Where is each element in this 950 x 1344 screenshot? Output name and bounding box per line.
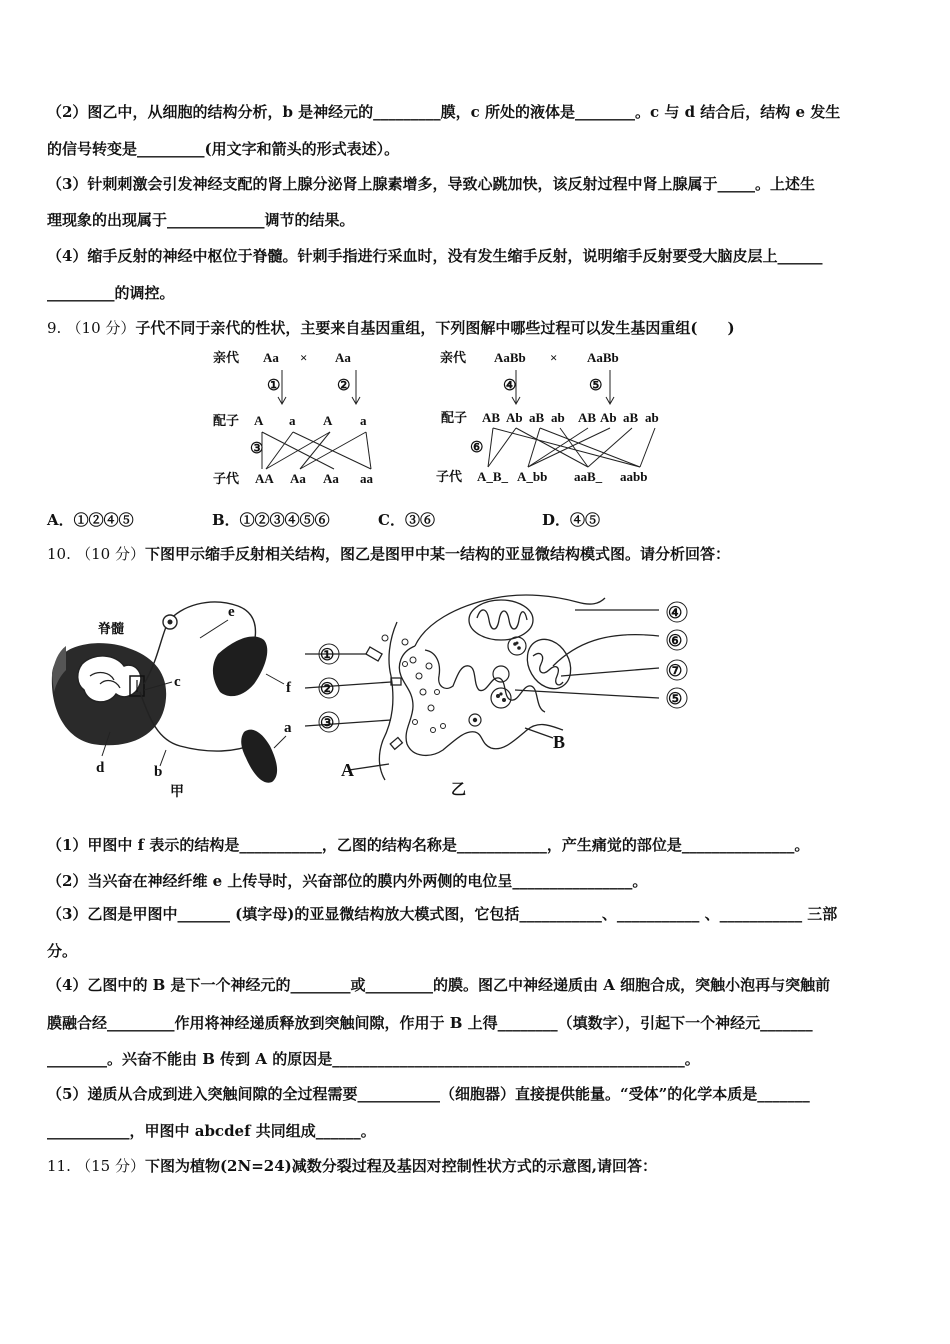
q8-part3-line1: （3）针刺刺激会引发神经支配的肾上腺分泌肾上腺素增多，导致心跳加快，该反射过程中肾上腺属于_____。上述生: [47, 175, 815, 193]
label-7: ⑦: [668, 663, 683, 680]
caption-jia: 甲: [170, 785, 184, 800]
q10-part4-line3: ________。兴奋不能由 B 传到 A 的原因是_______________________________________________。: [47, 1050, 700, 1068]
step-6: ⑥: [470, 440, 484, 456]
left-parent-label: 亲代: [213, 350, 240, 365]
q10-part5-line2: ___________，甲图中 abcdef 共同组成______。: [47, 1122, 376, 1140]
right-gamete: ab: [551, 410, 565, 425]
right-gamete: aB: [623, 410, 639, 425]
postsynaptic-membrane-b: [379, 622, 397, 780]
label-b: b: [154, 764, 163, 780]
mitochondrion-1: [469, 600, 533, 640]
label-2: ②: [320, 681, 335, 698]
label-f: f: [286, 680, 291, 696]
label-5: ⑤: [668, 691, 683, 708]
right-parent1: AaBb: [494, 350, 526, 365]
q11-stem-text: 下图为植物(2N=24)减数分裂过程及基因对控制性状方式的示意图,请回答：: [144, 1157, 657, 1175]
figure-yi-synapse: [305, 580, 705, 810]
step-3: ③: [250, 441, 264, 457]
step-4: ④: [503, 378, 517, 394]
right-gamete-label: 配子: [441, 410, 468, 425]
q11-score: （15 分）: [76, 1157, 145, 1175]
q9-option-b[interactable]: B．①②③④⑤⑥: [212, 511, 330, 529]
q9-option-d[interactable]: D．④⑤: [542, 511, 601, 529]
right-gamete: ab: [645, 410, 659, 425]
label-spinal-cord: 脊髓: [98, 621, 125, 636]
left-gamete-label: 配子: [213, 413, 240, 428]
receptor-a: [241, 730, 277, 783]
label-c: c: [174, 674, 181, 690]
q10-number: 10.: [47, 545, 71, 563]
left-cross: ×: [300, 350, 308, 365]
q10-part2: （2）当兴奋在神经纤维 e 上传导时，兴奋部位的膜内外两侧的电位呈________________。: [47, 872, 648, 890]
q10-part4-line2: 膜融合经_________作用将神经递质释放到突触间隙，作用于 B 上得________（填数字），引起下一个神经元_______: [47, 1014, 813, 1032]
q9-stem: [47, 317, 735, 339]
right-offspring: A_B_: [477, 469, 509, 484]
q10-stem-text: 下图甲示缩手反射相关结构，图乙是图甲中某一结构的亚显微结构模式图。请分析回答：: [144, 545, 730, 563]
right-offspring: aaB_: [574, 469, 603, 484]
label-6: ⑥: [668, 633, 683, 650]
q10-part4-line1: （4）乙图中的 B 是下一个神经元的________或_________的膜。图乙中神经递质由 A 细胞合成，突触小泡再与突触前: [47, 976, 831, 994]
left-gamete: a: [289, 413, 296, 428]
step-1: ①: [267, 378, 281, 394]
q10-score: （10 分）: [76, 545, 145, 563]
left-offspring-label: 子代: [213, 471, 240, 486]
caption-yi: 乙: [451, 782, 467, 798]
q10-part3-line1: （3）乙图是甲图中_______ (填字母)的亚显微结构放大模式图，它包括___________、___________ 、___________ 三部: [47, 905, 838, 923]
left-offspring: Aa: [323, 471, 339, 486]
left-offspring: aa: [360, 471, 373, 486]
right-parent-label: 亲代: [440, 350, 467, 365]
right-offspring: A_bb: [517, 469, 548, 484]
left-offspring: Aa: [290, 471, 306, 486]
right-gamete: aB: [529, 410, 545, 425]
q9-number: 9.: [47, 319, 62, 337]
q9-stem-text: 子代不同于亲代的性状，主要来自基因重组，下列图解中哪些过程可以发生基因重组( ): [135, 319, 735, 337]
left-gamete: a: [360, 413, 367, 428]
label-B: B: [553, 732, 566, 752]
label-1: ①: [320, 647, 335, 664]
left-parent1: Aa: [263, 350, 279, 365]
left-gamete: A: [323, 413, 333, 428]
q10-stem: [47, 543, 730, 565]
right-gamete: Ab: [506, 410, 523, 425]
q9-genetic-diagram: [0, 345, 950, 495]
q8-part4-line1: （4）缩手反射的神经中枢位于脊髓。针刺手指进行采血时，没有发生缩手反射，说明缩手反射要受大脑皮层上______: [47, 247, 823, 265]
q9-score: （10 分）: [66, 319, 136, 337]
q11-number: 11.: [47, 1157, 71, 1175]
right-gamete: Ab: [600, 410, 617, 425]
right-offspring: aabb: [620, 469, 648, 484]
right-gamete: AB: [578, 410, 597, 425]
q8-part2-line2: 的信号转变是_________(用文字和箭头的形式表述）。: [47, 140, 400, 158]
figure-jia-reflex-arc: [40, 580, 340, 810]
q9-option-a[interactable]: A．①②④⑤: [47, 511, 134, 529]
step-2: ②: [337, 378, 351, 394]
right-parent2: AaBb: [587, 350, 619, 365]
label-d: d: [96, 760, 105, 776]
effector-f: [213, 636, 267, 696]
q10-part1: （1）甲图中 f 表示的结构是___________，乙图的结构名称是____________，产生痛觉的部位是_______________。: [47, 836, 810, 854]
q8-part2-line1: （2）图乙中，从细胞的结构分析，b 是神经元的_________膜，c 所处的液体是________。c 与 d 结合后，结构 e 发生: [47, 103, 841, 121]
label-3: ③: [320, 715, 335, 732]
label-a: a: [284, 720, 292, 736]
label-4: ④: [668, 605, 683, 622]
vesicle-1: [366, 647, 382, 661]
q10-part5-line1: （5）递质从合成到进入突触间隙的全过程需要___________（细胞器）直接提供能量。“受体”的化学本质是_______: [47, 1085, 810, 1103]
q9-option-c[interactable]: C．③⑥: [378, 511, 435, 529]
left-parent2: Aa: [335, 350, 351, 365]
right-cross: ×: [550, 350, 558, 365]
right-offspring-label: 子代: [436, 469, 463, 484]
left-offspring: AA: [255, 471, 274, 486]
q11-stem: [47, 1155, 657, 1177]
q8-part3-line2: 理现象的出现属于_____________调节的结果。: [47, 211, 355, 229]
left-gamete: A: [254, 413, 264, 428]
step-5: ⑤: [589, 378, 603, 394]
right-gamete: AB: [482, 410, 501, 425]
label-e: e: [228, 604, 235, 620]
q10-part3-line2: 分。: [47, 942, 78, 960]
label-A: A: [341, 760, 354, 780]
q8-part4-line2: _________的调控。: [47, 284, 175, 302]
